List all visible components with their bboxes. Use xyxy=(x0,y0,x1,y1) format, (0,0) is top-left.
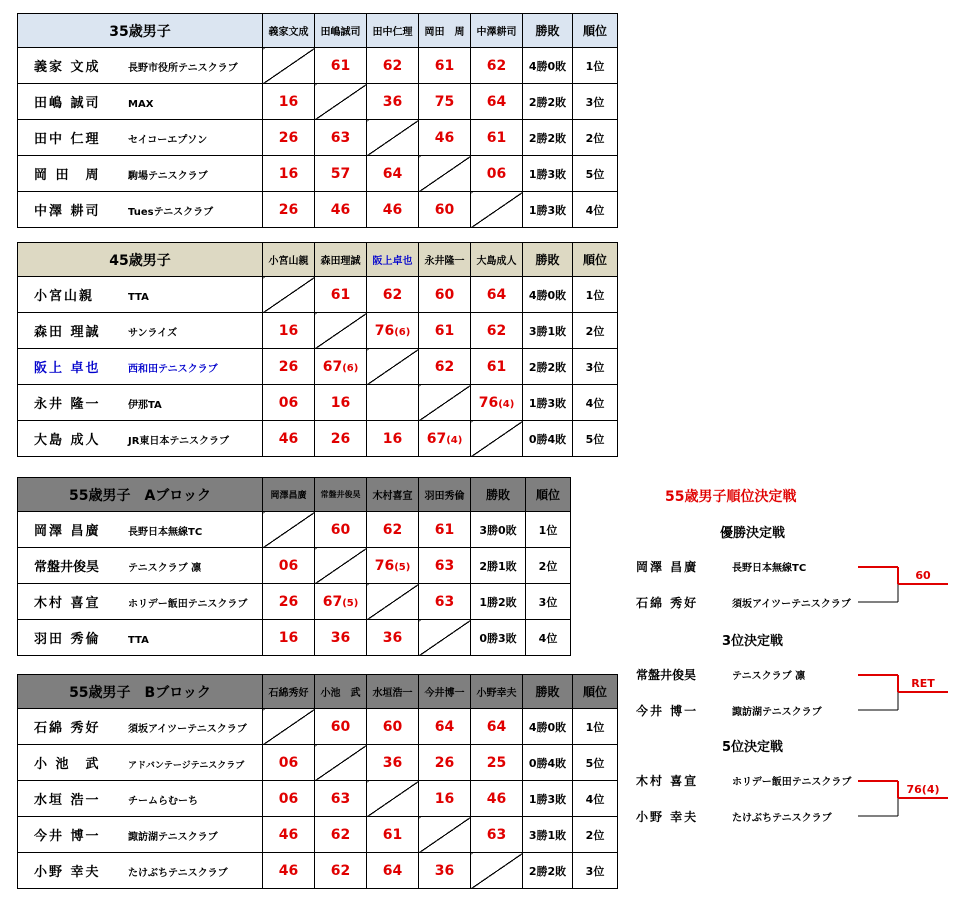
player-name: 阪上 卓也 xyxy=(34,361,101,376)
table-row xyxy=(18,349,618,385)
win-loss-cell: 0勝4敗 xyxy=(523,421,573,457)
win-loss-cell: 4勝0敗 xyxy=(523,48,573,84)
table-45-men xyxy=(17,242,618,457)
table-row xyxy=(18,385,618,421)
player-club: たけぶちテニスクラブ xyxy=(128,868,228,879)
player-club: 長野日本無線TC xyxy=(732,563,807,574)
score-cell: 64 xyxy=(419,709,471,745)
score-cell: 36 xyxy=(367,620,419,656)
score-cell: 06 xyxy=(263,745,315,781)
score-value: 76 xyxy=(374,322,395,339)
score-cell: 62 xyxy=(315,853,367,889)
rank-cell: 5位 xyxy=(573,156,618,192)
header-row xyxy=(18,478,571,512)
score-cell: 64 xyxy=(471,84,523,120)
self-cell xyxy=(263,709,315,745)
col-header: 羽田秀倫 xyxy=(419,478,471,512)
score-cell: 75 xyxy=(419,84,471,120)
score-value: 76 xyxy=(374,557,395,574)
score-cell: 63 xyxy=(419,584,471,620)
score-cell: 63 xyxy=(471,817,523,853)
win-loss-cell: 3勝1敗 xyxy=(523,313,573,349)
player-name: 中澤 耕司 xyxy=(34,204,101,219)
rank-cell: 2位 xyxy=(573,120,618,156)
col-header-rank: 順位 xyxy=(573,675,618,709)
win-loss-cell: 3勝0敗 xyxy=(471,512,526,548)
player-name: 常盤井俊昊 xyxy=(34,560,100,575)
score-cell: 16 xyxy=(315,385,367,421)
score-cell: 61 xyxy=(419,48,471,84)
rank-cell: 3位 xyxy=(526,584,571,620)
player-name: 岡 田 周 xyxy=(34,168,101,183)
rank-cell: 3位 xyxy=(573,84,618,120)
score-cell: 60 xyxy=(315,512,367,548)
score-cell: 63 xyxy=(315,781,367,817)
match-player xyxy=(636,666,805,683)
score-cell: 25 xyxy=(471,745,523,781)
table-title: 45歳男子 xyxy=(18,243,263,277)
header-row xyxy=(18,243,618,277)
score-cell: 06 xyxy=(471,156,523,192)
table-row xyxy=(18,156,618,192)
col-header: 田嶋誠司 xyxy=(315,14,367,48)
player-club: ホリデー飯田テニスクラブ xyxy=(732,777,852,788)
score-cell: 16 xyxy=(419,781,471,817)
player-cell xyxy=(18,120,263,156)
rank-cell: 4位 xyxy=(573,385,618,421)
score-cell: 06 xyxy=(263,548,315,584)
table-row xyxy=(18,620,571,656)
match-player xyxy=(636,772,851,789)
rank-cell: 3位 xyxy=(573,349,618,385)
self-cell xyxy=(419,156,471,192)
tiebreak-value: (4) xyxy=(446,434,463,446)
score-cell: 26 xyxy=(263,120,315,156)
score-cell: 64 xyxy=(471,709,523,745)
self-cell xyxy=(263,48,315,84)
player-name: 小宮山親 xyxy=(34,289,95,304)
score-cell: 16 xyxy=(263,84,315,120)
player-name: 永井 隆一 xyxy=(34,397,101,412)
player-name: 岡澤 昌廣 xyxy=(34,524,101,539)
col-header: 田中仁理 xyxy=(367,14,419,48)
player-club: 駒場テニスクラブ xyxy=(128,171,208,182)
player-cell xyxy=(18,313,263,349)
score-cell: 63 xyxy=(419,548,471,584)
col-header-wl: 勝敗 xyxy=(471,478,526,512)
score-cell: 61 xyxy=(315,277,367,313)
score-cell: 26 xyxy=(419,745,471,781)
header-row xyxy=(18,14,618,48)
score-cell: 46 xyxy=(419,120,471,156)
match-label: 5位決定戦 xyxy=(722,740,784,755)
match-player xyxy=(636,808,832,825)
col-header: 大島成人 xyxy=(471,243,523,277)
rank-cell: 2位 xyxy=(526,548,571,584)
player-club: 西和田テニスクラブ xyxy=(128,364,218,375)
player-club: JR東日本テニスクラブ xyxy=(128,436,230,447)
score-cell: 46 xyxy=(263,817,315,853)
table-row xyxy=(18,192,618,228)
player-cell xyxy=(18,512,263,548)
score-cell: 62 xyxy=(471,48,523,84)
self-cell xyxy=(471,192,523,228)
player-name: 義家 文成 xyxy=(34,60,101,75)
win-loss-cell: 4勝0敗 xyxy=(523,709,573,745)
player-cell xyxy=(18,385,263,421)
col-header: 木村喜宣 xyxy=(367,478,419,512)
self-cell xyxy=(471,853,523,889)
match-label: 優勝決定戦 xyxy=(720,526,786,541)
player-cell xyxy=(18,781,263,817)
playoff-bracket xyxy=(630,480,956,830)
player-name: 田中 仁理 xyxy=(34,132,101,147)
rank-cell: 2位 xyxy=(573,817,618,853)
self-cell xyxy=(367,584,419,620)
player-cell xyxy=(18,48,263,84)
player-club: チームらむーち xyxy=(128,796,198,807)
self-cell xyxy=(367,781,419,817)
rank-cell: 2位 xyxy=(573,313,618,349)
player-club: 須坂アイツーテニスクラブ xyxy=(128,724,247,735)
player-club: MAX xyxy=(128,99,154,110)
score-value: 67 xyxy=(322,358,343,375)
match-result: 76(4) xyxy=(906,783,940,796)
score-cell: 16 xyxy=(263,156,315,192)
score-cell: 62 xyxy=(367,48,419,84)
rank-cell: 5位 xyxy=(573,745,618,781)
score-cell: 36 xyxy=(367,84,419,120)
tiebreak-value: (4) xyxy=(498,398,515,410)
col-header: 森田理誠 xyxy=(315,243,367,277)
player-club: 諏訪湖テニスクラブ xyxy=(732,707,822,718)
score-cell: 63 xyxy=(315,120,367,156)
table-row xyxy=(18,48,618,84)
rank-cell: 1位 xyxy=(573,709,618,745)
player-name: 大島 成人 xyxy=(34,433,101,448)
col-header: 常盤井俊昊 xyxy=(315,478,367,512)
score-cell: 46 xyxy=(263,853,315,889)
col-header: 小野幸夫 xyxy=(471,675,523,709)
match-result: 60 xyxy=(915,569,931,582)
playoff-title: 55歳男子順位決定戦 xyxy=(665,489,797,505)
col-header: 石綿秀好 xyxy=(263,675,315,709)
win-loss-cell: 1勝3敗 xyxy=(523,192,573,228)
table-row xyxy=(18,313,618,349)
player-cell xyxy=(18,156,263,192)
score-cell: 60 xyxy=(367,709,419,745)
table-row xyxy=(18,512,571,548)
score-value: 67 xyxy=(322,593,343,610)
win-loss-cell: 4勝0敗 xyxy=(523,277,573,313)
table-row xyxy=(18,277,618,313)
player-club: Tuesテニスクラブ xyxy=(128,207,214,218)
player-club: 伊那TA xyxy=(128,400,162,411)
score-cell: 60 xyxy=(419,192,471,228)
score-cell: 57 xyxy=(315,156,367,192)
match-player xyxy=(636,702,822,719)
score-cell: 36 xyxy=(315,620,367,656)
player-name: 森田 理誠 xyxy=(34,325,101,340)
score-cell xyxy=(315,349,367,385)
player-name: 田嶋 誠司 xyxy=(34,96,101,111)
score-cell: 26 xyxy=(315,421,367,457)
player-cell xyxy=(18,817,263,853)
table-title: 35歳男子 xyxy=(18,14,263,48)
col-header: 中澤耕司 xyxy=(471,14,523,48)
player-cell xyxy=(18,277,263,313)
score-cell: 64 xyxy=(367,156,419,192)
score-cell: 61 xyxy=(419,512,471,548)
player-name: 羽田 秀倫 xyxy=(34,632,101,647)
player-name: 小 池 武 xyxy=(34,757,101,772)
score-value: 67 xyxy=(426,430,447,447)
table-55-men-block-b xyxy=(17,674,618,889)
col-header: 小池 武 xyxy=(315,675,367,709)
player-name: 水垣 浩一 xyxy=(34,793,101,808)
player-name: 今井 博一 xyxy=(34,829,101,844)
score-cell: 26 xyxy=(263,192,315,228)
player-cell xyxy=(18,84,263,120)
score-cell: 61 xyxy=(419,313,471,349)
self-cell xyxy=(315,745,367,781)
self-cell xyxy=(419,385,471,421)
col-header-rank: 順位 xyxy=(573,14,618,48)
win-loss-cell: 2勝2敗 xyxy=(523,84,573,120)
score-cell xyxy=(419,421,471,457)
table-row xyxy=(18,781,618,817)
self-cell xyxy=(367,120,419,156)
score-cell: 06 xyxy=(263,385,315,421)
score-cell xyxy=(367,385,419,421)
player-club: 諏訪湖テニスクラブ xyxy=(128,832,218,843)
score-cell: 62 xyxy=(367,277,419,313)
score-cell: 16 xyxy=(263,313,315,349)
player-club: たけぶちテニスクラブ xyxy=(732,813,832,824)
player-club: TTA xyxy=(128,635,149,646)
score-cell: 16 xyxy=(263,620,315,656)
win-loss-cell: 1勝3敗 xyxy=(523,156,573,192)
player-club: 長野市役所テニスクラブ xyxy=(128,63,238,74)
match-player xyxy=(636,594,851,611)
col-header: 阪上卓也 xyxy=(367,243,419,277)
self-cell xyxy=(315,84,367,120)
col-header-wl: 勝敗 xyxy=(523,14,573,48)
player-club: 長野日本無線TC xyxy=(128,527,203,538)
player-cell xyxy=(18,421,263,457)
table-row xyxy=(18,817,618,853)
score-cell: 46 xyxy=(367,192,419,228)
col-header-wl: 勝敗 xyxy=(523,675,573,709)
score-cell: 46 xyxy=(315,192,367,228)
table-row xyxy=(18,709,618,745)
self-cell xyxy=(419,817,471,853)
score-cell: 62 xyxy=(419,349,471,385)
self-cell xyxy=(419,620,471,656)
win-loss-cell: 1勝3敗 xyxy=(523,781,573,817)
score-cell xyxy=(367,548,419,584)
player-cell xyxy=(18,745,263,781)
player-name: 木村 喜宣 xyxy=(636,774,699,788)
table-row xyxy=(18,584,571,620)
player-name: 石綿 秀好 xyxy=(34,721,101,736)
rank-cell: 4位 xyxy=(573,781,618,817)
col-header: 今井博一 xyxy=(419,675,471,709)
tiebreak-value: (5) xyxy=(342,597,359,609)
player-cell xyxy=(18,584,263,620)
rank-cell: 3位 xyxy=(573,853,618,889)
rank-cell: 4位 xyxy=(526,620,571,656)
self-cell xyxy=(315,313,367,349)
col-header: 小宮山親 xyxy=(263,243,315,277)
player-club: サンライズ xyxy=(128,328,178,339)
score-cell: 36 xyxy=(419,853,471,889)
player-club: テニスクラブ 凛 xyxy=(128,563,202,574)
rank-cell: 1位 xyxy=(573,48,618,84)
score-cell: 36 xyxy=(367,745,419,781)
score-cell: 61 xyxy=(367,817,419,853)
score-value: 76 xyxy=(478,394,499,411)
rank-cell: 5位 xyxy=(573,421,618,457)
score-cell: 46 xyxy=(263,421,315,457)
score-cell: 26 xyxy=(263,584,315,620)
player-club: TTA xyxy=(128,292,149,303)
match-player xyxy=(636,558,806,575)
tiebreak-value: (6) xyxy=(342,362,359,374)
score-cell: 16 xyxy=(367,421,419,457)
table-title: 55歳男子 Bブロック xyxy=(18,675,263,709)
table-row xyxy=(18,120,618,156)
score-cell: 64 xyxy=(367,853,419,889)
table-55-men-block-a xyxy=(17,477,571,656)
score-cell: 61 xyxy=(471,120,523,156)
score-cell: 06 xyxy=(263,781,315,817)
win-loss-cell: 2勝1敗 xyxy=(471,548,526,584)
player-club: テニスクラブ 凛 xyxy=(732,671,806,682)
match-label: 3位決定戦 xyxy=(722,634,784,649)
rank-cell: 1位 xyxy=(573,277,618,313)
table-row xyxy=(18,853,618,889)
score-cell: 60 xyxy=(419,277,471,313)
score-cell: 26 xyxy=(263,349,315,385)
self-cell xyxy=(315,548,367,584)
col-header: 水垣浩一 xyxy=(367,675,419,709)
player-club: アドバンテージテニスクラブ xyxy=(128,761,245,771)
player-club: セイコーエプソン xyxy=(128,135,208,146)
score-cell: 46 xyxy=(471,781,523,817)
win-loss-cell: 0勝4敗 xyxy=(523,745,573,781)
col-header-rank: 順位 xyxy=(526,478,571,512)
player-name: 常盤井俊昊 xyxy=(636,668,697,682)
win-loss-cell: 2勝2敗 xyxy=(523,853,573,889)
player-name: 石綿 秀好 xyxy=(636,596,699,610)
table-row xyxy=(18,745,618,781)
player-cell xyxy=(18,548,263,584)
tiebreak-value: (6) xyxy=(394,326,411,338)
player-name: 今井 博一 xyxy=(636,704,699,718)
table-35-men xyxy=(17,13,618,228)
score-cell: 61 xyxy=(315,48,367,84)
self-cell xyxy=(263,512,315,548)
player-name: 小野 幸夫 xyxy=(34,865,101,880)
col-header-wl: 勝敗 xyxy=(523,243,573,277)
table-row xyxy=(18,548,571,584)
score-cell: 60 xyxy=(315,709,367,745)
win-loss-cell: 1勝2敗 xyxy=(471,584,526,620)
score-cell: 62 xyxy=(367,512,419,548)
score-cell xyxy=(471,385,523,421)
player-club: 須坂アイツーテニスクラブ xyxy=(732,599,851,610)
col-header: 永井隆一 xyxy=(419,243,471,277)
col-header: 義家文成 xyxy=(263,14,315,48)
table-row xyxy=(18,421,618,457)
win-loss-cell: 1勝3敗 xyxy=(523,385,573,421)
score-cell xyxy=(367,313,419,349)
table-row xyxy=(18,84,618,120)
player-name: 岡澤 昌廣 xyxy=(636,560,699,574)
match-result: RET xyxy=(911,677,935,690)
win-loss-cell: 0勝3敗 xyxy=(471,620,526,656)
player-name: 小野 幸夫 xyxy=(636,810,699,824)
rank-cell: 1位 xyxy=(526,512,571,548)
header-row xyxy=(18,675,618,709)
score-cell: 62 xyxy=(471,313,523,349)
tiebreak-value: (5) xyxy=(394,561,411,573)
score-cell xyxy=(315,584,367,620)
player-cell xyxy=(18,709,263,745)
player-cell xyxy=(18,192,263,228)
win-loss-cell: 3勝1敗 xyxy=(523,817,573,853)
score-cell: 62 xyxy=(315,817,367,853)
win-loss-cell: 2勝2敗 xyxy=(523,349,573,385)
col-header: 岡田 周 xyxy=(419,14,471,48)
player-club: ホリデー飯田テニスクラブ xyxy=(128,599,248,610)
score-cell: 64 xyxy=(471,277,523,313)
col-header-rank: 順位 xyxy=(573,243,618,277)
rank-cell: 4位 xyxy=(573,192,618,228)
win-loss-cell: 2勝2敗 xyxy=(523,120,573,156)
player-cell xyxy=(18,853,263,889)
col-header: 岡澤昌廣 xyxy=(263,478,315,512)
table-title: 55歳男子 Aブロック xyxy=(18,478,263,512)
player-cell xyxy=(18,349,263,385)
player-cell xyxy=(18,620,263,656)
player-name: 木村 喜宣 xyxy=(34,596,101,611)
self-cell xyxy=(263,277,315,313)
self-cell xyxy=(471,421,523,457)
self-cell xyxy=(367,349,419,385)
score-cell: 61 xyxy=(471,349,523,385)
